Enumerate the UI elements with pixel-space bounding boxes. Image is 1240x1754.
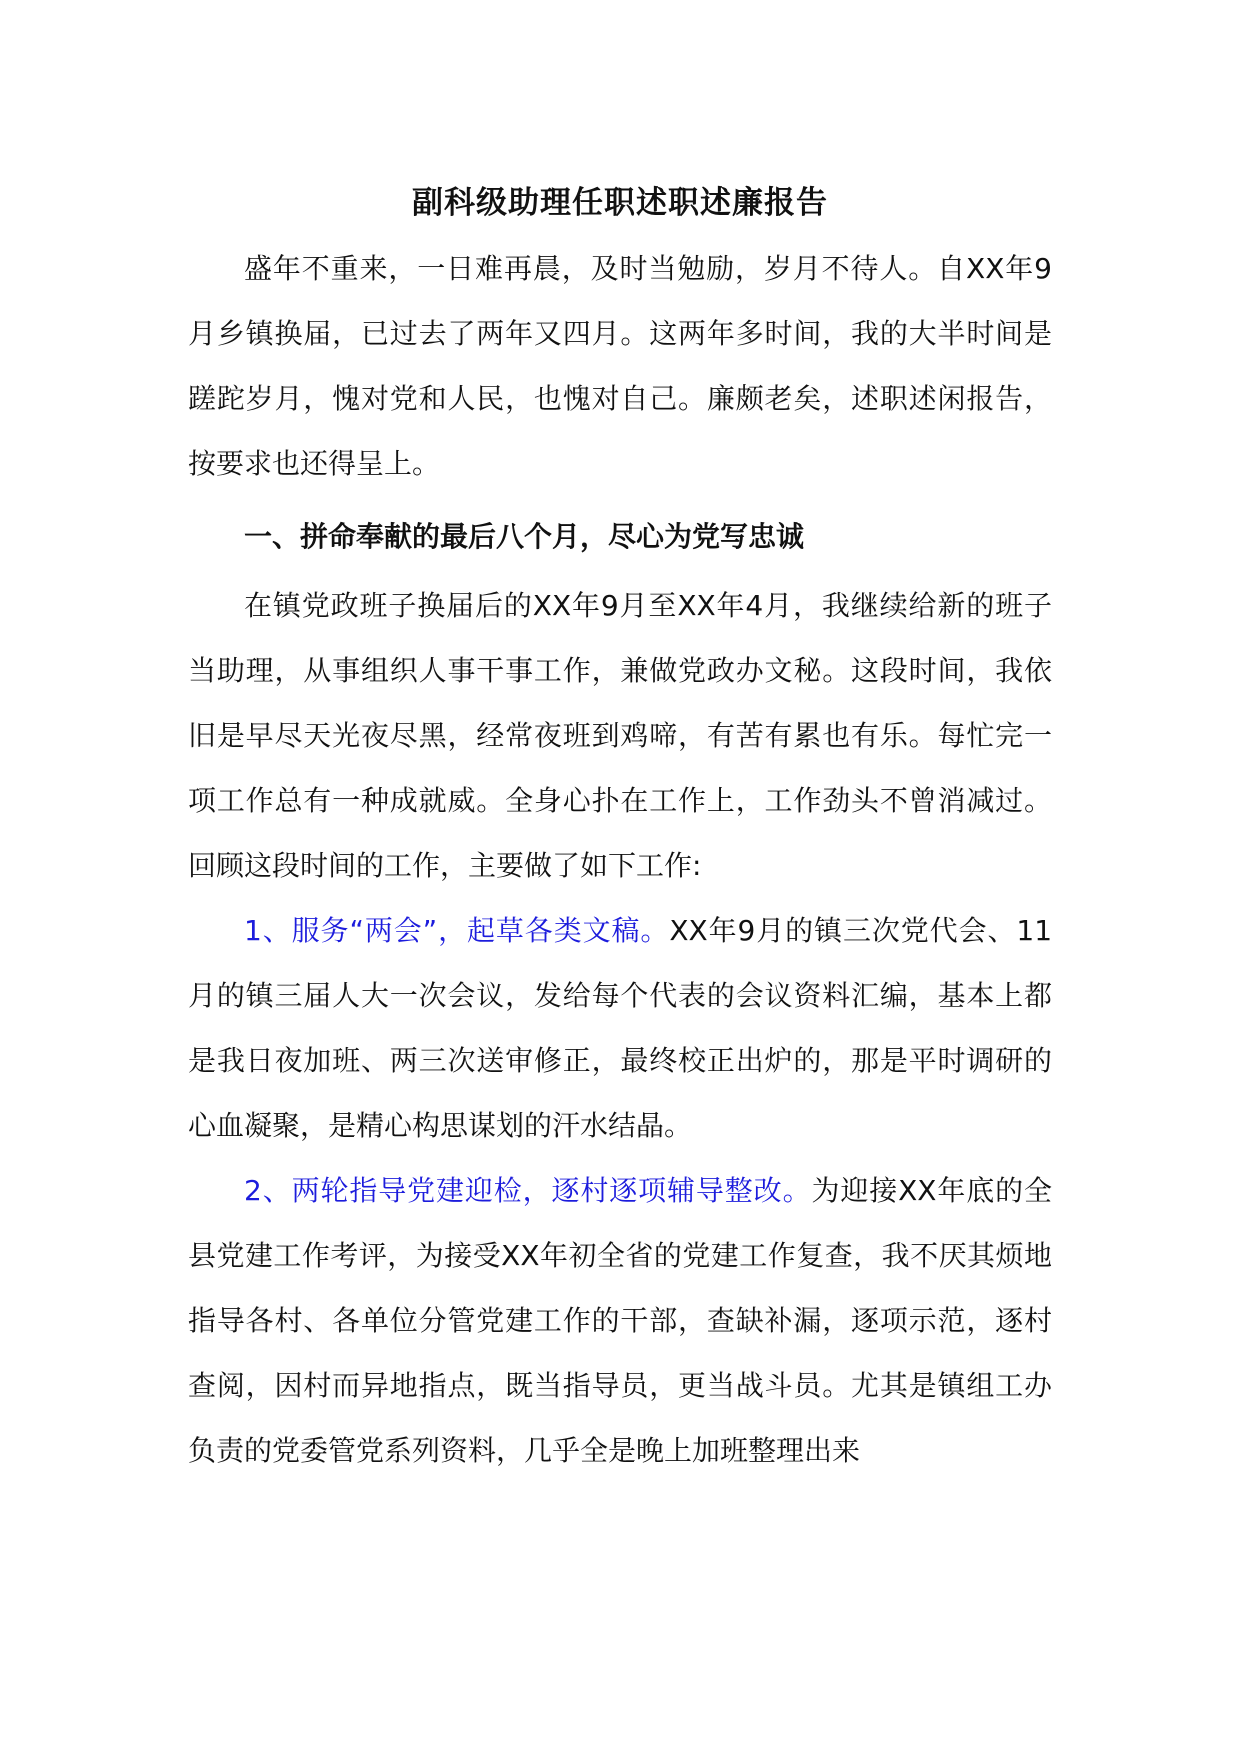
list-item-2-lead: 2、两轮指导党建迎检，逐村逐项辅导整改。 xyxy=(244,1174,812,1207)
section-paragraph: 在镇党政班子换届后的XX年9月至XX年4月，我继续给新的班子当助理，从事组织人事干事工作，兼做党政办文秘。这段时间，我依旧是早尽天光夜尽黑，经常夜班到鸡啼，有苦有累也有乐。每忙完一项工作总有一种成就威。全身心扑在工作上，工作劲头不曾消减过。回顾这段时间的工作，主要做了如下工作: xyxy=(188,589,1052,882)
intro-paragraph: 盛年不重来，一日难再晨，及时当勉励，岁月不待人。自XX年9月乡镇换届，已过去了两年又四月。这两年多时间，我的大半时间是蹉跎岁月，愧对党和人民，也愧对自己。廉颇老矣，述职述闲报告，按要求也还得呈上。 xyxy=(188,252,1052,480)
list-item-1 xyxy=(188,898,1052,1158)
document-body xyxy=(188,170,1052,1483)
list-item-2 xyxy=(188,1158,1052,1483)
list-item-2-body: 为迎接XX年底的全县党建工作考评，为接受XX年初全省的党建工作复查，我不厌其烦地指导各村、各单位分管党建工作的干部，查缺补漏，逐项示范，逐村查阅，因村而异地指点，既当指导员，更当战斗员。尤其是镇组工办负责的党委管党系列资料，几乎全是晚上加班整理出来 xyxy=(188,1174,1052,1467)
section-heading: 一、拼命奉献的最后八个月，尽心为党写忠诚 xyxy=(244,520,805,553)
document-title: 副科级助理任职述职述廉报告 xyxy=(412,185,828,221)
list-item-1-lead: 1、服务“两会”，起草各类文稿。 xyxy=(244,914,670,947)
list-item-1-body: XX年9月的镇三次党代会、11月的镇三届人大一次会议，发给每个代表的会议资料汇编，基本上都是我日夜加班、两三次送审修正，最终校正出炉的，那是平时调研的心血凝聚，是精心构思谋划的汗水结晶。 xyxy=(188,914,1053,1142)
